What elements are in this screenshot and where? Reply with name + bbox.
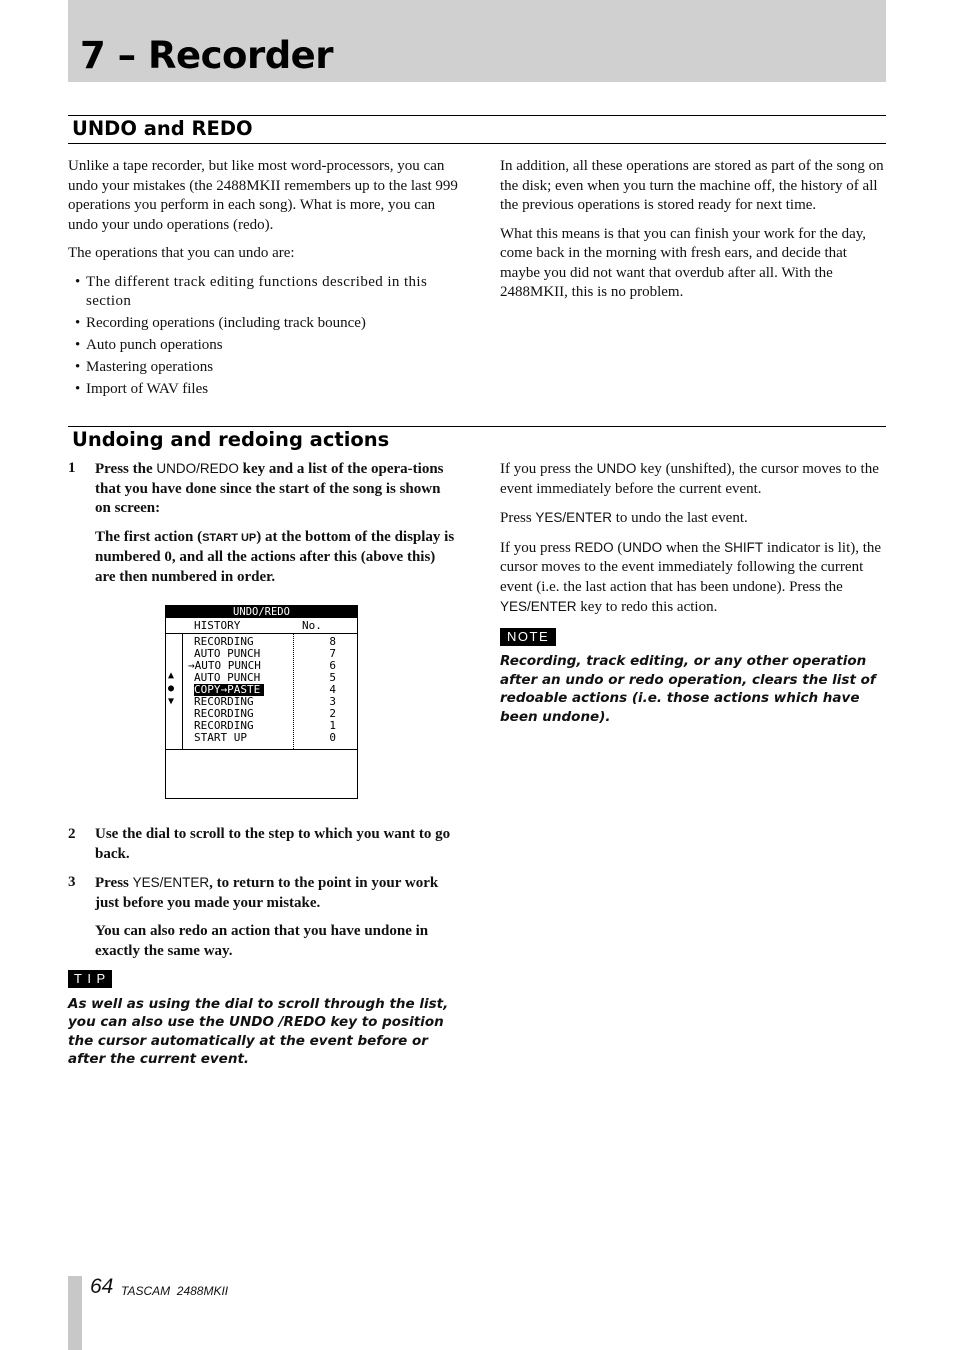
undo-redo-lcd-screen [165,605,358,799]
section2-left-column [68,459,456,596]
list-item: • Import of WAV files [75,381,209,397]
lcd-history-list [166,634,357,750]
footer-brand: TASCAM 2488MKII [121,1284,229,1298]
lcd-row: →AUTO PUNCH 6 [188,659,336,672]
start-up-label: START UP [202,531,257,544]
step-3-continued: You can also redo an action that you have undone in exactly the same way. [95,923,429,959]
key-yes-enter: YES/ENTER [535,510,612,525]
step-3: 3 Press YES/ENTER, to return to the point in your work just before you made your mistake. [68,874,439,911]
note-box [500,628,888,727]
undoable-operations-list [68,273,458,400]
tip-text: As well as using the dial to scroll through the list, you can also use the UNDO /REDO key to position the cursor automatically at the event before or after the current event. [68,995,449,1067]
lcd-row: RECORDING 1 [194,719,336,732]
chapter-title: 7 – Recorder [80,34,334,77]
step-2: 2 Use the dial to scroll to the step to which you want to go back. [68,826,451,862]
step-1-continued: The first action (START UP) at the bottom of the display is numbered 0, and all the actions after this (above this) are then numbered in order. [95,528,455,585]
section1-left-column [68,157,458,402]
lcd-row: RECORDING 3 [194,695,336,708]
dial-icon: ● [168,683,175,694]
key-yes-enter: YES/ENTER [132,875,210,890]
footer-bar [68,1276,82,1350]
tip-label: T I P [68,970,112,988]
key-yes-enter: YES/ENTER [500,599,577,614]
lcd-row: AUTO PUNCH 5 [194,671,336,684]
step-1: 1 Press the UNDO/REDO key and a list of the opera-tions that you have done since the start of the song is shown on screen: [68,460,444,516]
list-item: • The different track editing functions described in this section [75,273,428,309]
note-label: NOTE [500,628,556,646]
lcd-row: START UP 0 [194,731,336,744]
paragraph: In addition, all these operations are stored as part of the song on the disk; even when you turn the machine off, the history of all the previous operations is stored ready for next time. [500,158,884,213]
lcd-row: RECORDING 8 [194,635,336,648]
key-shift: SHIFT [724,539,764,555]
key-undo-redo: UNDO/REDO [156,461,239,476]
lcd-row-selected: COPY→PASTE 4 [194,683,336,696]
section-rule [68,426,886,427]
key-undo: UNDO [622,539,663,555]
paragraph: If you press REDO (UNDO when the SHIFT indicator is lit), the cursor moves to the event immediately following the current event (i.e. the last action that has been undone). Press the YES/ENTER key to redo this action. [500,539,882,615]
paragraph: Unlike a tape recorder, but like most word-processors, you can undo your mistakes (the 2488MKII remembers up to the last 999 operations you perform in each song). What is more, you can undo your undo operations (redo). [68,158,458,233]
paragraph: What this means is that you can finish your work for the day, come back in the morning with fresh ears, and decide that maybe you did not want that overdub after all. With the 2488MKII, this is no problem. [500,225,867,300]
lcd-history-header: HISTORY [194,619,241,632]
lcd-header [166,618,357,634]
section-title-undo-redo: UNDO and REDO [72,117,253,140]
paragraph: If you press the UNDO key (unshifted), the cursor moves to the event immediately before the current event. [500,461,879,497]
section2-left-column-lower [68,825,456,1069]
paragraph: The operations that you can undo are: [68,245,295,261]
section-title-undoing-redoing: Undoing and redoing actions [72,428,390,451]
list-item: • Auto punch operations [75,337,223,353]
down-arrow-icon: ▼ [168,696,175,707]
list-item: • Mastering operations [75,359,214,375]
lcd-row: RECORDING 2 [194,707,336,720]
page-number: 64 [90,1275,114,1298]
section2-right-column [500,459,888,726]
lcd-row: AUTO PUNCH 7 [194,647,336,660]
list-item: • Recording operations (including track bounce) [75,315,366,331]
lcd-no-header: No. [302,619,322,632]
up-arrow-icon: ▲ [168,670,175,681]
paragraph: Press YES/ENTER to undo the last event. [500,510,748,526]
key-redo: REDO [574,539,614,555]
lcd-title: UNDO/REDO [166,606,357,618]
tip-box [68,970,456,1069]
section1-right-column [500,157,886,312]
section-rule [68,143,886,144]
key-undo: UNDO [596,461,637,476]
section-rule [68,115,886,116]
note-text: Recording, track editing, or any other operation after an undo or redo operation, clears the list of redoable actions (i.e. those actions which have been undone). [500,653,876,725]
